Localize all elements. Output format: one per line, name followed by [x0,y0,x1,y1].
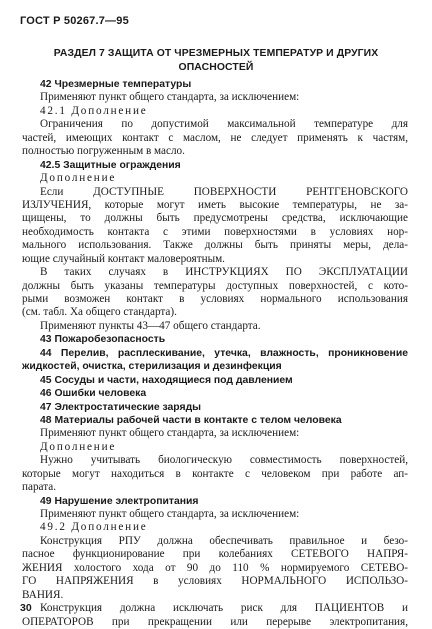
text-line: парата. [22,481,57,494]
clause-heading: жидкостей, очистка, стерилизация и дезинфекция [22,361,282,373]
clause-heading: 46 Ошибки человека [40,388,147,400]
clause-heading: 45 Сосуды и части, находящиеся под давлением [40,374,293,386]
text-line: Если ДОСТУПНЫЕ ПОВЕРХНОСТИ РЕНТГЕНОВСКОГО [40,185,408,198]
page-number: 30 [20,602,32,614]
text-line: ИЗЛУЧЕНИЯ, которые могут иметь высокие температуры, не за- [22,198,408,211]
text-line: ВАНИЯ. [22,588,64,601]
text-line: щищены, то должны быть предусмотрены средства, исключающие [22,212,408,225]
text-line: Применяют пункт общего стандарта, за исключением: [40,508,300,520]
clause-heading: 43 Пожаробезопасность [40,334,166,346]
text-line: мального использования. Также должны быть приняты меры, дела- [22,239,408,252]
text-line: ГО НАПРЯЖЕНИЯ в условиях НОРМАЛЬНОГО ИСПОЛЬЗО- [22,575,408,588]
text-line: Дополнение [40,440,117,453]
clause-heading: 42.1 Дополнение [40,104,148,117]
body-text [22,78,408,629]
text-line: Нужно учитывать биологическую совместимость поверхностей, [40,454,408,467]
text-line: Применяют пункт общего стандарта, за исключением: [40,427,300,440]
clause-heading: 47 Электростатические заряды [40,401,202,413]
clause-heading: 44 Перелив, расплескивание, утечка, влажность, проникновение [40,347,408,359]
text-line: Применяют пункты 43—47 общего стандарта. [40,319,261,332]
text-line: необходимость контакта с этими поверхностями в условиях нор- [22,225,408,238]
clause-heading: 48 Материалы рабочей части в контакте с телом человека [40,414,342,426]
section-title: РАЗДЕЛ 7 ЗАЩИТА ОТ ЧРЕЗМЕРНЫХ ТЕМПЕРАТУР И ДРУГИХ ОПАСНОСТЕЙ [53,48,379,73]
text-line: ОПЕРАТОРОВ при прекращении или перерыве электропитания, [22,615,408,628]
text-line: ЖЕНИЯ холостого хода от 90 до 110 % нормируемого СЕТЕВО- [22,561,408,574]
text-line: пасное функционирование при колебаниях СЕТЕВОГО НАПРЯ- [22,548,408,561]
text-line: которые могут находиться в контакте с человеком при работе ап- [22,467,408,480]
text-line: рыми возможен контакт в условиях нормального использования [22,293,408,305]
text-line: Дополнение [40,172,117,185]
document-header: ГОСТ Р 50267.7—95 [20,15,129,27]
text-line: Применяют пункт общего стандарта, за исключением: [40,91,300,104]
clause-heading: 49.2 Дополнение [40,521,148,534]
clause-heading: 49 Нарушение электропитания [40,495,199,507]
clause-heading: 42.5 Защитные ограждения [40,159,181,171]
text-line: В таких случаях в ИНСТРУКЦИЯХ ПО ЭКСПЛУАТАЦИИ [40,266,408,279]
text-line: частей, имеющих контакт с маслом, не следует применять к частям, [22,131,408,144]
text-line: полностью погруженным в масло. [22,145,185,158]
text-line: Ограничения по допустимой максимальной температуре для [40,118,408,131]
text-line: Конструкция должна исключать риск для ПАЦИЕНТОВ и [40,602,408,615]
clause-heading: 42 Чрезмерные температуры [40,79,192,90]
text-line: должны быть указаны температуры доступных поверхностей, с кото- [22,279,408,292]
text-line: (см. табл. Ха общего стандарта). [22,306,177,319]
text-line: ющие случайный контакт маловероятным. [22,252,225,265]
text-line: Конструкция РПУ должна обеспечивать правильное и безо- [40,534,408,547]
